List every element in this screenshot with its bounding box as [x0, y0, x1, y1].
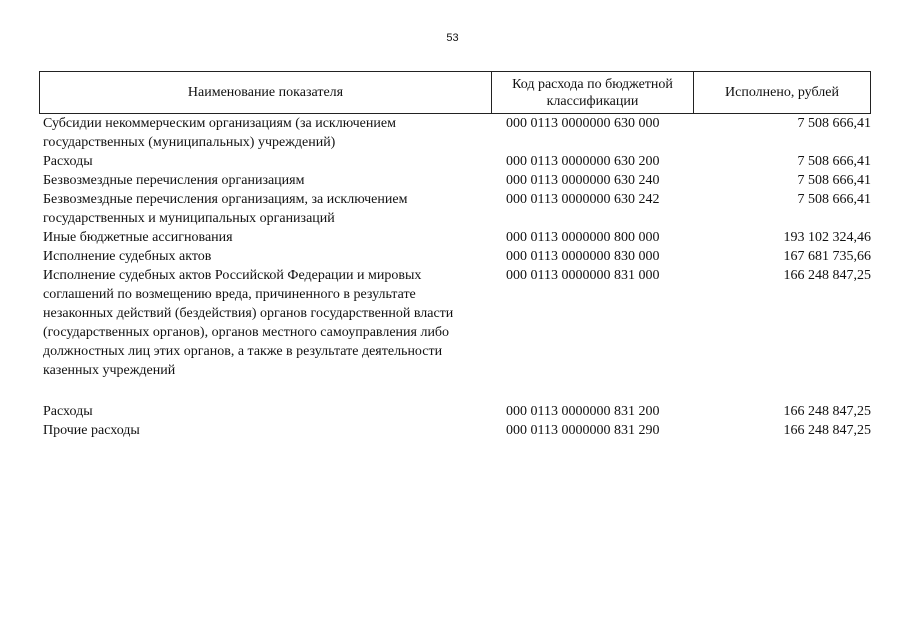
- row-code: 000 0113 0000000 630 242: [506, 192, 660, 207]
- row-amount: 166 248 847,25: [783, 404, 871, 419]
- table-row: [39, 114, 871, 152]
- row-spacer: [39, 380, 871, 402]
- row-code: 000 0113 0000000 800 000: [506, 230, 660, 245]
- header-code: Код расхода по бюджетной классификации: [492, 72, 694, 113]
- table-row: [39, 421, 871, 440]
- row-name: Расходы: [43, 404, 93, 419]
- row-name: Исполнение судебных актов Российской Федерации и мировых соглашений по возмещению вреда, причиненного в результате незаконных действий (бездействия) органов государственной власти (государственных органов), органов местного самоуправления либо должностных лиц этих органов, а также в результате деятельности казенных учреждений: [43, 268, 454, 378]
- row-name: Субсидии некоммерческим организациям (за исключением государственных (муниципальных) учреждений): [43, 116, 396, 150]
- header-amount: Исполнено, рублей: [725, 85, 839, 100]
- row-amount: 7 508 666,41: [797, 192, 871, 207]
- page-number: 53: [446, 32, 459, 44]
- table-row: [39, 171, 871, 190]
- row-amount: 7 508 666,41: [797, 154, 871, 169]
- row-name: Исполнение судебных актов: [43, 249, 212, 264]
- row-name: Прочие расходы: [43, 423, 140, 438]
- row-code: 000 0113 0000000 831 200: [506, 404, 660, 419]
- row-code: 000 0113 0000000 630 240: [506, 173, 660, 188]
- row-name: Безвозмездные перечисления организациям: [43, 173, 305, 188]
- header-name: Наименование показателя: [40, 72, 492, 113]
- row-amount: 7 508 666,41: [797, 116, 871, 131]
- row-code: 000 0113 0000000 630 000: [506, 116, 660, 131]
- table-body: [39, 114, 871, 440]
- row-code: 000 0113 0000000 830 000: [506, 249, 660, 264]
- table-row: [39, 228, 871, 247]
- row-code: 000 0113 0000000 831 290: [506, 423, 660, 438]
- row-code: 000 0113 0000000 630 200: [506, 154, 660, 169]
- row-amount: 166 248 847,25: [783, 268, 871, 283]
- table-header: [39, 71, 871, 114]
- row-amount: 167 681 735,66: [783, 249, 871, 264]
- row-name: Безвозмездные перечисления организациям, за исключением государственных и муниципальных организаций: [43, 192, 408, 226]
- row-amount: 193 102 324,46: [783, 230, 871, 245]
- table-row: [39, 247, 871, 266]
- row-name: Иные бюджетные ассигнования: [43, 230, 233, 245]
- table-row: [39, 402, 871, 421]
- table-row: [39, 190, 871, 228]
- row-amount: 7 508 666,41: [797, 173, 871, 188]
- row-name: Расходы: [43, 154, 93, 169]
- row-code: 000 0113 0000000 831 000: [506, 268, 660, 283]
- table-row: [39, 152, 871, 171]
- row-amount: 166 248 847,25: [783, 423, 871, 438]
- table-row: [39, 266, 871, 380]
